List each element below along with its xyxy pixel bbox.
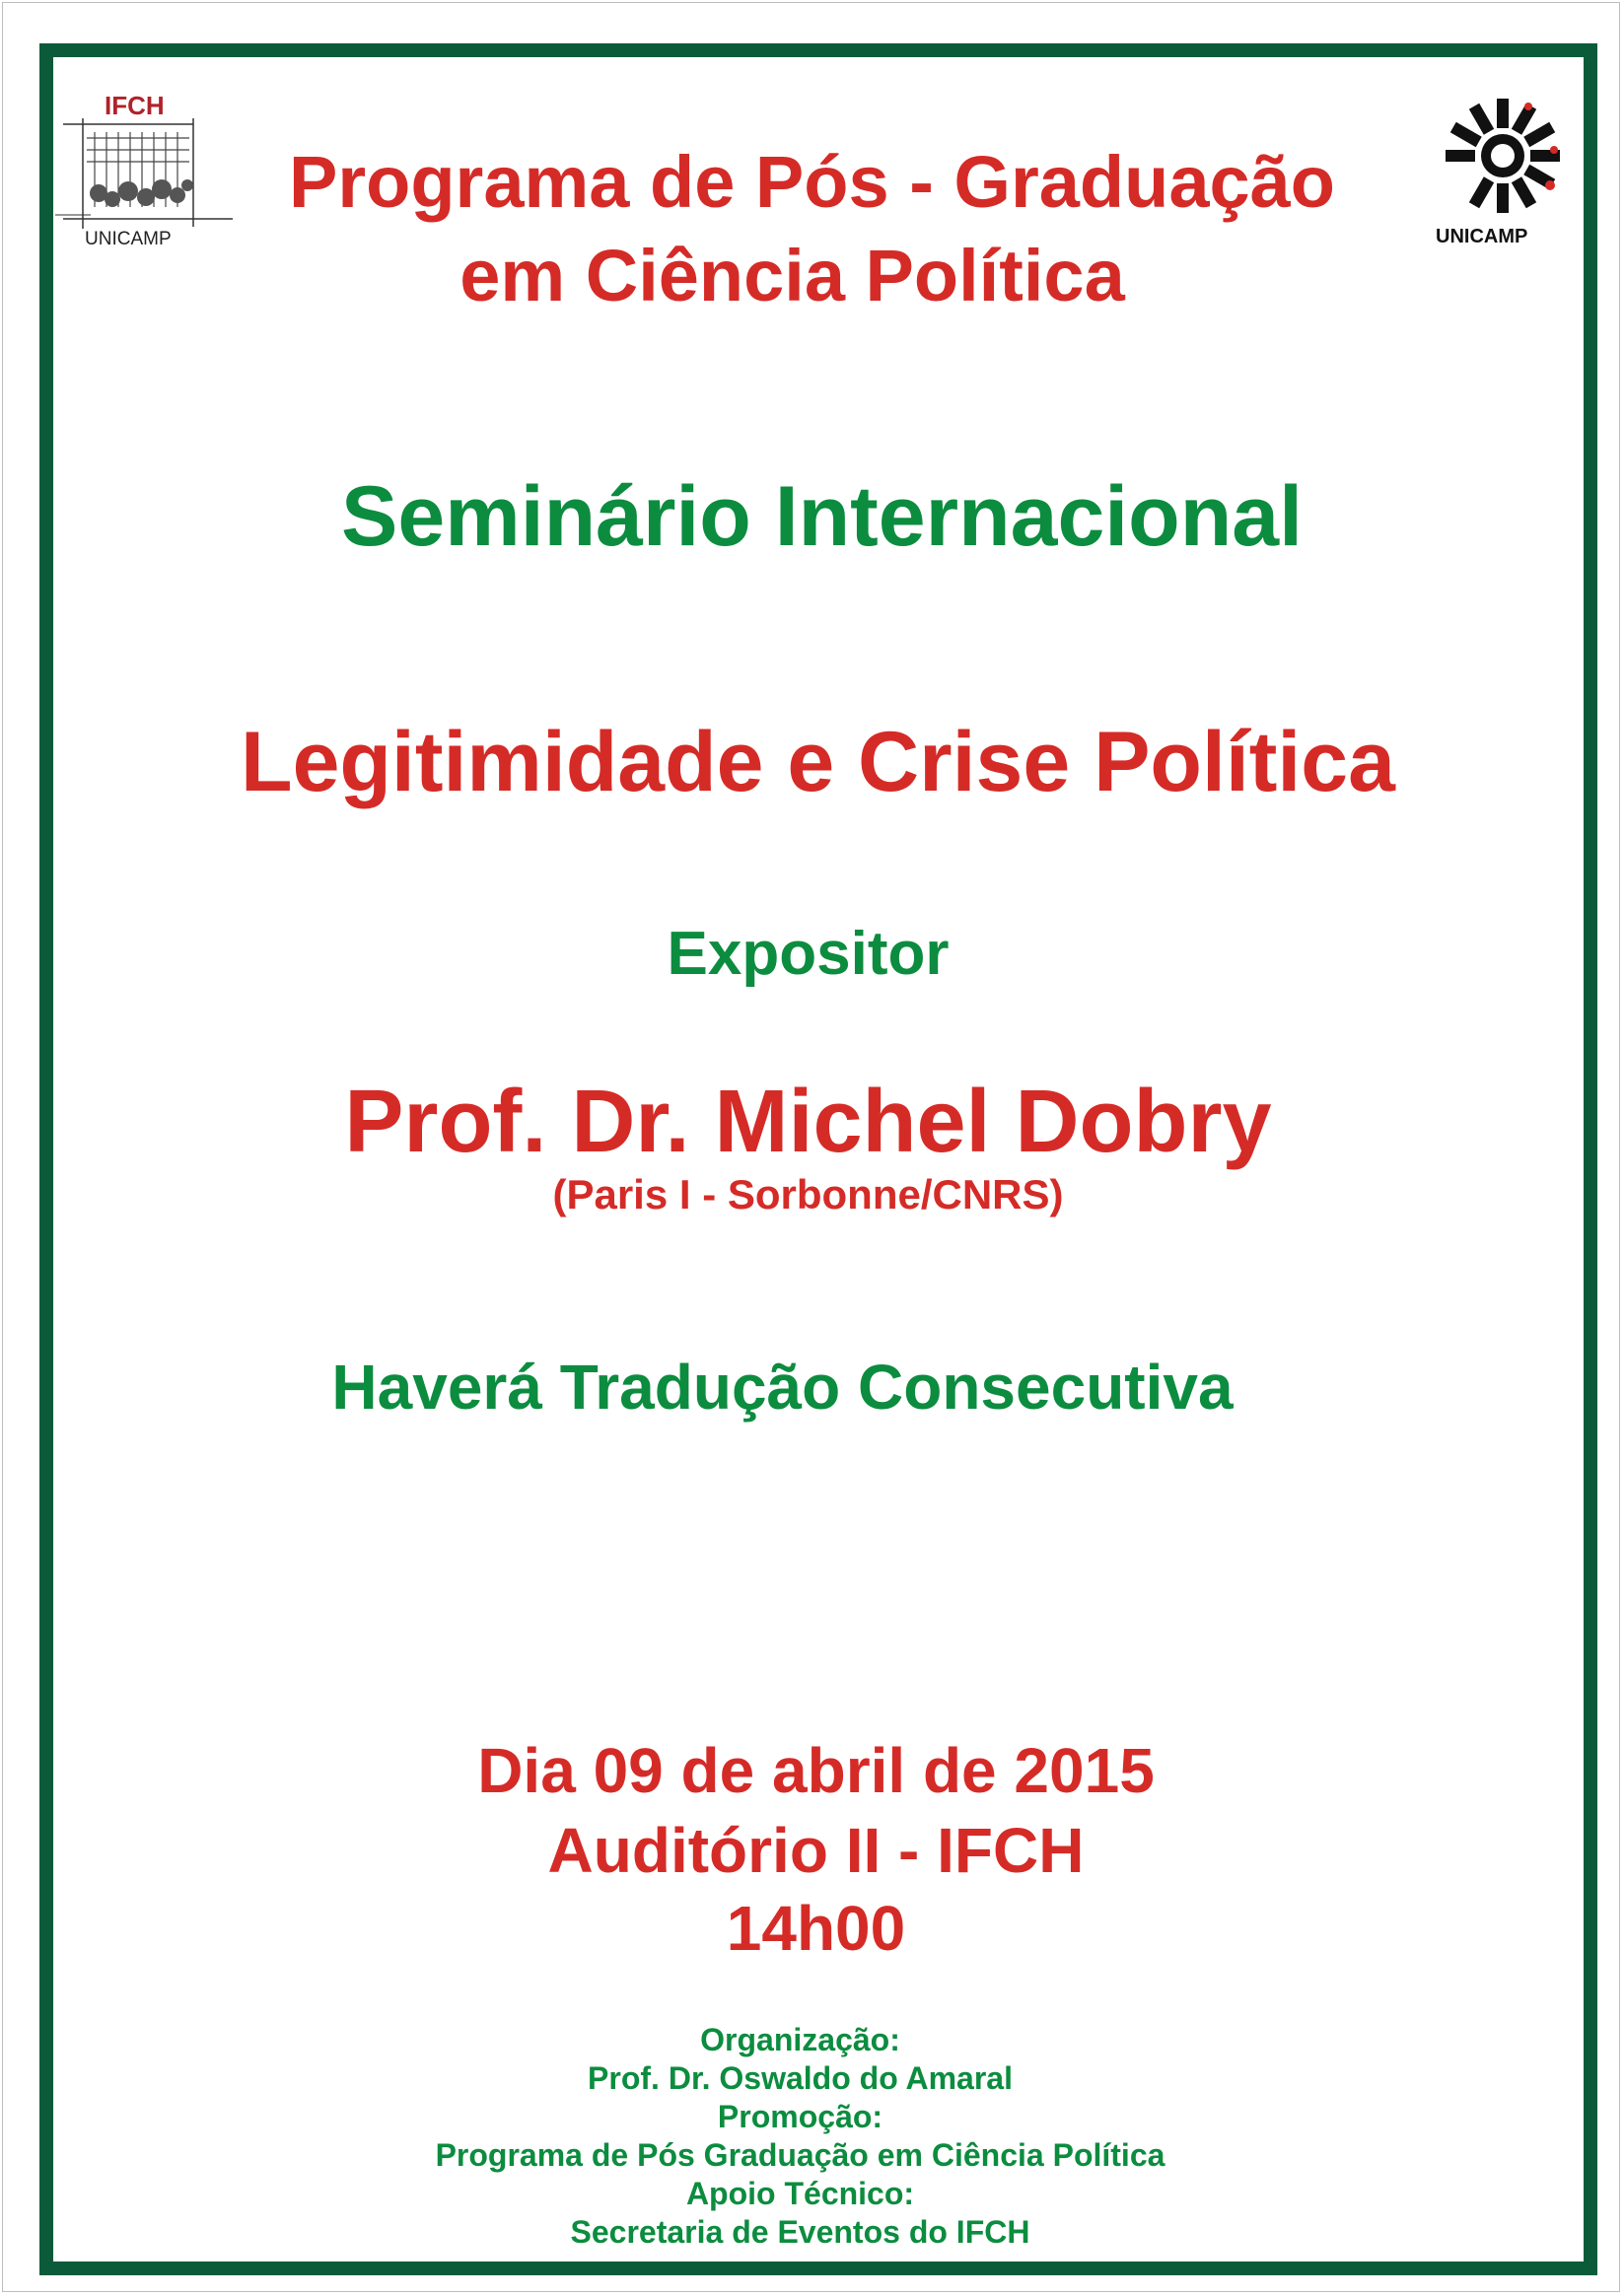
speaker-affiliation: (Paris I - Sorbonne/CNRS): [552, 1171, 1064, 1218]
event-date: Dia 09 de abril de 2015: [477, 1735, 1155, 1806]
organization-value: Prof. Dr. Oswaldo do Amaral: [588, 2060, 1013, 2096]
organization-label: Organização:: [700, 2022, 900, 2057]
unicamp-logo-text: UNICAMP: [1436, 226, 1528, 247]
ifch-logo-wordmark: IFCH: [105, 91, 165, 120]
event-time: 14h00: [726, 1893, 906, 1964]
promotion-label: Promoção:: [717, 2099, 883, 2134]
ifch-logo-unicamp-text: UNICAMP: [85, 229, 172, 249]
event-title: Legitimidade e Crise Política: [241, 715, 1395, 809]
support-label: Apoio Técnico:: [685, 2176, 915, 2211]
event-venue: Auditório II - IFCH: [547, 1815, 1085, 1886]
speaker-name: Prof. Dr. Michel Dobry: [344, 1073, 1272, 1171]
speaker-label: Expositor: [667, 920, 950, 988]
promotion-value: Programa de Pós Graduação em Ciência Política: [435, 2137, 1165, 2173]
support-value: Secretaria de Eventos do IFCH: [570, 2214, 1030, 2250]
program-title-line2: em Ciência Política: [459, 235, 1125, 316]
translation-note: Haverá Tradução Consecutiva: [331, 1352, 1234, 1423]
program-title-line1: Programa de Pós - Graduação: [288, 141, 1335, 223]
event-type: Seminário Internacional: [341, 469, 1303, 564]
